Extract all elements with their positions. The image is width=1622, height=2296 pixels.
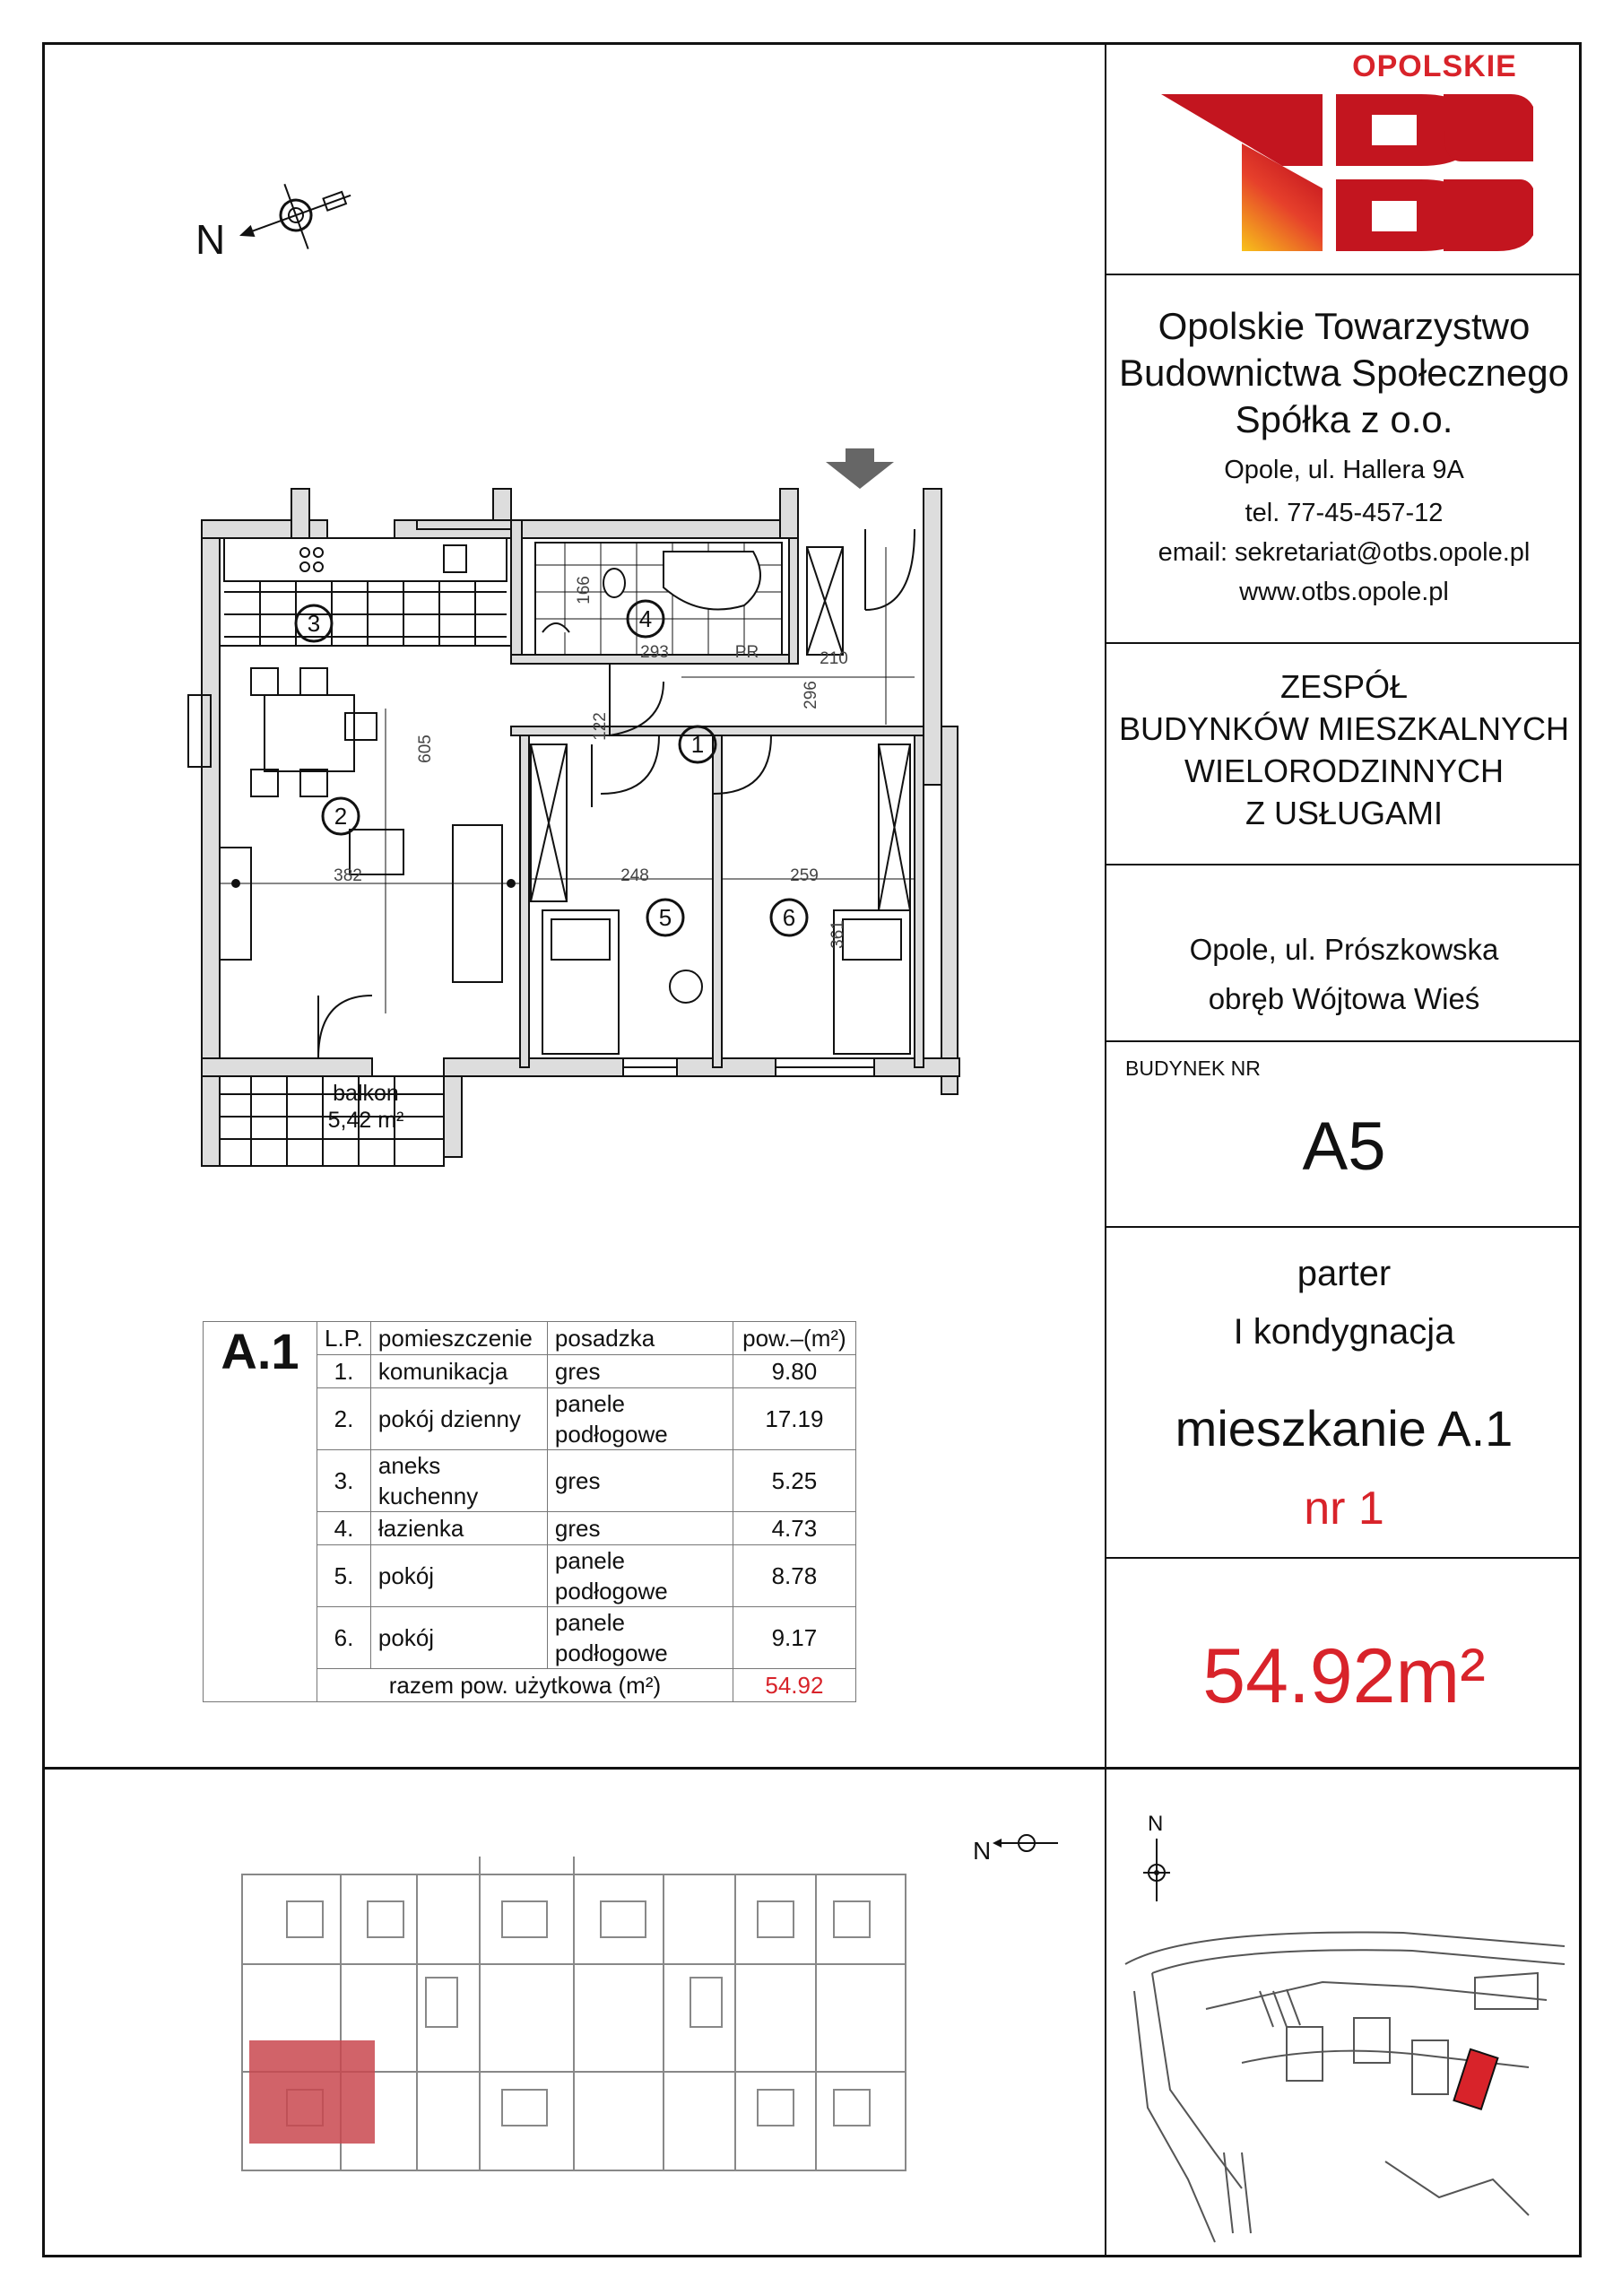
siteplan-compass-label: N [1148, 1812, 1164, 1836]
building-highlight [1453, 2049, 1497, 2109]
project-line-2: BUDYNKÓW MIESZKALNYCH [1118, 710, 1570, 747]
entrance-arrow-icon [826, 448, 894, 489]
divider-logo [1105, 274, 1582, 275]
unit-level: I kondygnacja [1233, 1312, 1455, 1352]
location-line-1: Opole, ul. Prószkowska [1189, 933, 1499, 966]
company-name-line-3: Spółka z o.o. [1235, 398, 1453, 440]
table-cell: panele podłogowe [547, 1607, 733, 1669]
table-cell: panele podłogowe [547, 1388, 733, 1450]
dim-605: 605 [416, 735, 435, 763]
table-code: A.1 [204, 1322, 317, 1702]
company-name-line-2: Budownictwa Społecznego [1119, 352, 1569, 394]
table-cell: pokój [370, 1545, 547, 1607]
dim-382: 382 [334, 866, 362, 885]
balcony-label: balkon [333, 1081, 399, 1106]
table-cell: gres [547, 1450, 733, 1512]
table-cell: aneks kuchenny [370, 1450, 547, 1512]
room-number-2: 2 [334, 803, 348, 830]
room-number-6: 6 [782, 904, 796, 931]
table-total-value: 54.92 [733, 1669, 855, 1702]
dim-166: 166 [575, 576, 594, 604]
table-header: L.P. [317, 1322, 371, 1355]
unit-nr: nr 1 [1304, 1483, 1384, 1535]
building-key-plan [233, 1848, 924, 2188]
apartment-highlight [249, 2040, 375, 2144]
table-cell: pokój dzienny [370, 1388, 547, 1450]
dim-210: 210 [820, 649, 848, 668]
table-cell: 9.17 [733, 1607, 855, 1669]
table-cell: 5.25 [733, 1450, 855, 1512]
north-arrow-icon [229, 175, 363, 265]
company-name-line-1: Opolskie Towarzystwo [1158, 305, 1531, 347]
unit-apartment: mieszkanie A.1 [1175, 1400, 1514, 1457]
table-cell: 9.80 [733, 1355, 855, 1388]
dim-248: 248 [620, 866, 649, 885]
bottom-divider [1105, 1767, 1106, 2257]
table-cell: 17.19 [733, 1388, 855, 1450]
divider-building [1105, 1226, 1582, 1228]
project-line-1: ZESPÓŁ [1279, 668, 1409, 705]
site-plan [1116, 1910, 1574, 2251]
location-line-2: obręb Wójtowa Wieś [1208, 982, 1480, 1015]
dim-296: 296 [802, 681, 820, 709]
company-website: www.otbs.opole.pl [1239, 578, 1449, 606]
divider-company [1105, 642, 1582, 644]
divider-unit [1105, 1557, 1582, 1559]
project-line-3: WIELORODZINNYCH [1184, 752, 1504, 789]
table-cell: 4. [317, 1512, 371, 1545]
room-number-1: 1 [690, 731, 705, 758]
room-table [203, 1321, 856, 1702]
floor-plan [126, 439, 986, 1184]
table-cell: 5. [317, 1545, 371, 1607]
logo-text: OPOLSKIE [1352, 49, 1517, 83]
dim-122: 122 [591, 712, 610, 741]
company-email: email: sekretariat@otbs.opole.pl [1158, 538, 1531, 567]
table-cell: panele podłogowe [547, 1545, 733, 1607]
pr-label: PR [734, 643, 759, 662]
table-total-label: razem pow. użytkowa (m²) [317, 1669, 733, 1702]
dim-361: 361 [828, 920, 847, 949]
unit-area: 54.92m² [1202, 1633, 1486, 1719]
room-number-4: 4 [638, 605, 653, 632]
dim-259: 259 [790, 866, 819, 885]
divider-location [1105, 1040, 1582, 1042]
siteplan-north-arrow-icon [1139, 1839, 1175, 1901]
table-header: pomieszczenie [370, 1322, 547, 1355]
room-number-3: 3 [307, 610, 321, 637]
company-address: Opole, ul. Hallera 9A [1224, 456, 1464, 484]
table-cell: komunikacja [370, 1355, 547, 1388]
project-line-4: Z USŁUGAMI [1245, 795, 1444, 831]
keyplan-north-arrow-icon [991, 1821, 1063, 1866]
table-cell: gres [547, 1512, 733, 1545]
table-cell: 6. [317, 1607, 371, 1669]
divider-bottom [42, 1767, 1582, 1770]
table-cell: 1. [317, 1355, 371, 1388]
table-cell: pokój [370, 1607, 547, 1669]
compass-label: N [195, 216, 226, 263]
balcony-area: 5,42 m² [327, 1108, 404, 1133]
dim-293: 293 [640, 643, 669, 662]
table-cell: gres [547, 1355, 733, 1388]
building-number: A5 [1302, 1109, 1386, 1185]
table-header-row [204, 1322, 856, 1355]
room-number-5: 5 [658, 904, 672, 931]
table-cell: 4.73 [733, 1512, 855, 1545]
company-logo [1157, 90, 1533, 260]
keyplan-compass-label: N [973, 1837, 992, 1865]
unit-floor: parter [1297, 1254, 1392, 1293]
table-cell: 8.78 [733, 1545, 855, 1607]
table-cell: 2. [317, 1388, 371, 1450]
divider-project [1105, 864, 1582, 865]
company-phone: tel. 77-45-457-12 [1245, 499, 1444, 527]
table-header: pow.–(m²) [733, 1322, 855, 1355]
table-header: posadzka [547, 1322, 733, 1355]
table-cell: 3. [317, 1450, 371, 1512]
building-label: BUDYNEK NR [1125, 1057, 1261, 1080]
table-cell: łazienka [370, 1512, 547, 1545]
